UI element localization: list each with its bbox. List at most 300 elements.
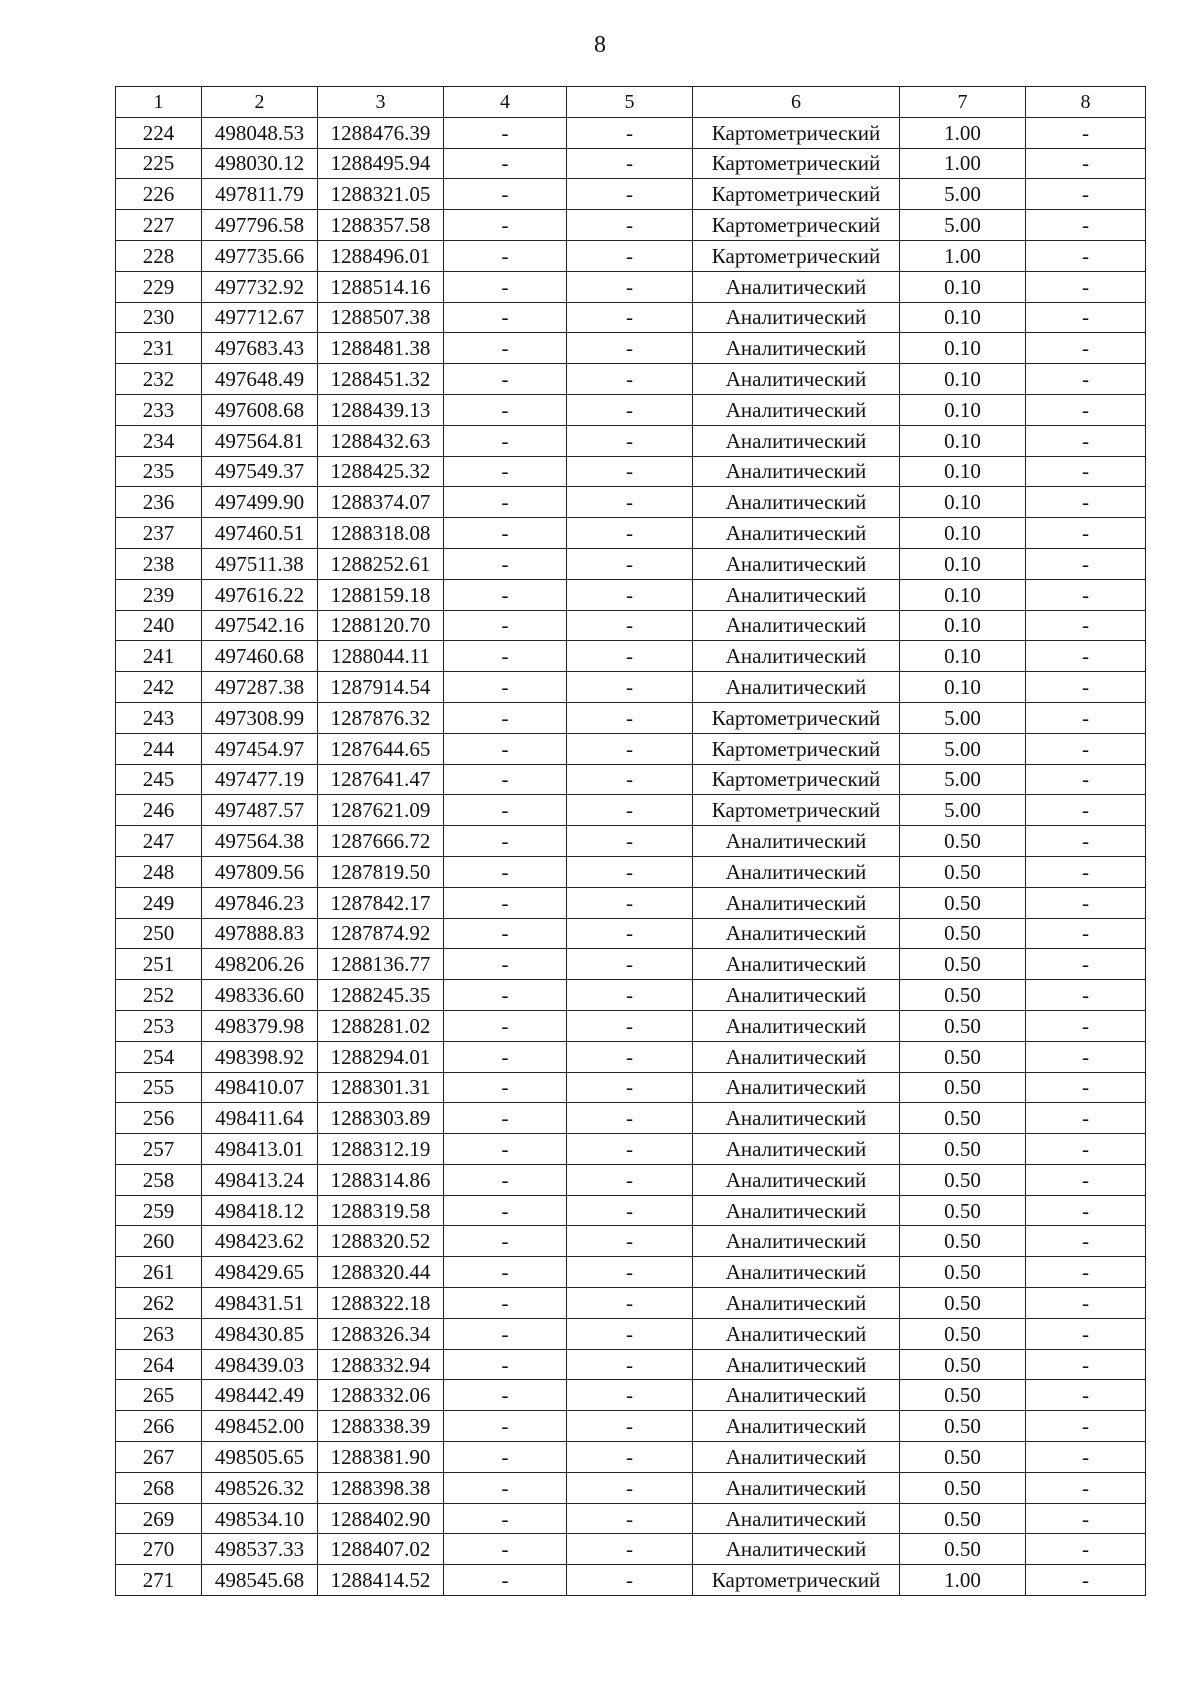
col-4-value-cell: - — [444, 579, 567, 610]
point-number-cell: 261 — [116, 1257, 202, 1288]
table-row — [116, 1442, 1146, 1473]
accuracy-cell: 0.50 — [900, 1134, 1026, 1165]
col-8-value-cell: - — [1026, 1349, 1146, 1380]
coord-y-cell: 1288120.70 — [318, 610, 444, 641]
col-4-value-cell: - — [444, 210, 567, 241]
col-5-value-cell: - — [567, 1164, 693, 1195]
col-4-value-cell: - — [444, 302, 567, 333]
coord-x-cell: 498206.26 — [202, 949, 318, 980]
table-row — [116, 456, 1146, 487]
method-cell: Картометрический — [693, 733, 900, 764]
coord-x-cell: 497811.79 — [202, 179, 318, 210]
coord-x-cell: 498336.60 — [202, 980, 318, 1011]
table-row — [116, 641, 1146, 672]
column-header-7: 7 — [900, 87, 1026, 118]
col-4-value-cell: - — [444, 826, 567, 857]
table-row — [116, 425, 1146, 456]
point-number-cell: 234 — [116, 425, 202, 456]
coord-y-cell: 1288332.06 — [318, 1380, 444, 1411]
col-4-value-cell: - — [444, 333, 567, 364]
col-4-value-cell: - — [444, 733, 567, 764]
col-5-value-cell: - — [567, 579, 693, 610]
coord-y-cell: 1288320.44 — [318, 1257, 444, 1288]
coord-x-cell: 498534.10 — [202, 1503, 318, 1534]
method-cell: Аналитический — [693, 1103, 900, 1134]
method-cell: Аналитический — [693, 425, 900, 456]
col-8-value-cell: - — [1026, 1257, 1146, 1288]
table-row — [116, 302, 1146, 333]
point-number-cell: 224 — [116, 117, 202, 148]
accuracy-cell: 0.10 — [900, 487, 1026, 518]
point-number-cell: 271 — [116, 1565, 202, 1596]
method-cell: Аналитический — [693, 548, 900, 579]
point-number-cell: 239 — [116, 579, 202, 610]
accuracy-cell: 0.50 — [900, 1503, 1026, 1534]
coord-y-cell: 1288332.94 — [318, 1349, 444, 1380]
table-row — [116, 1226, 1146, 1257]
coord-x-cell: 498537.33 — [202, 1534, 318, 1565]
table-row — [116, 949, 1146, 980]
col-4-value-cell: - — [444, 1164, 567, 1195]
table-row — [116, 148, 1146, 179]
table-row — [116, 179, 1146, 210]
col-5-value-cell: - — [567, 210, 693, 241]
coord-x-cell: 497287.38 — [202, 672, 318, 703]
coord-y-cell: 1288374.07 — [318, 487, 444, 518]
col-8-value-cell: - — [1026, 918, 1146, 949]
coord-x-cell: 498442.49 — [202, 1380, 318, 1411]
table-row — [116, 1041, 1146, 1072]
col-8-value-cell: - — [1026, 394, 1146, 425]
coord-y-cell: 1288481.38 — [318, 333, 444, 364]
method-cell: Картометрический — [693, 764, 900, 795]
col-5-value-cell: - — [567, 364, 693, 395]
point-number-cell: 258 — [116, 1164, 202, 1195]
point-number-cell: 244 — [116, 733, 202, 764]
col-8-value-cell: - — [1026, 1442, 1146, 1473]
col-8-value-cell: - — [1026, 1195, 1146, 1226]
col-5-value-cell: - — [567, 795, 693, 826]
point-number-cell: 237 — [116, 518, 202, 549]
col-8-value-cell: - — [1026, 1041, 1146, 1072]
coord-x-cell: 498398.92 — [202, 1041, 318, 1072]
coord-y-cell: 1288322.18 — [318, 1288, 444, 1319]
coord-x-cell: 498423.62 — [202, 1226, 318, 1257]
point-number-cell: 251 — [116, 949, 202, 980]
coord-y-cell: 1288451.32 — [318, 364, 444, 395]
method-cell: Аналитический — [693, 1257, 900, 1288]
col-5-value-cell: - — [567, 394, 693, 425]
col-8-value-cell: - — [1026, 1411, 1146, 1442]
col-4-value-cell: - — [444, 1442, 567, 1473]
table-body — [116, 117, 1146, 1595]
accuracy-cell: 0.50 — [900, 1041, 1026, 1072]
table-row — [116, 918, 1146, 949]
col-5-value-cell: - — [567, 641, 693, 672]
point-number-cell: 225 — [116, 148, 202, 179]
accuracy-cell: 5.00 — [900, 795, 1026, 826]
method-cell: Картометрический — [693, 179, 900, 210]
table-row — [116, 333, 1146, 364]
col-4-value-cell: - — [444, 1503, 567, 1534]
coord-y-cell: 1288407.02 — [318, 1534, 444, 1565]
method-cell: Аналитический — [693, 672, 900, 703]
col-8-value-cell: - — [1026, 1472, 1146, 1503]
accuracy-cell: 0.50 — [900, 949, 1026, 980]
col-4-value-cell: - — [444, 1226, 567, 1257]
table-row — [116, 1103, 1146, 1134]
table-row — [116, 1503, 1146, 1534]
method-cell: Аналитический — [693, 1164, 900, 1195]
col-4-value-cell: - — [444, 856, 567, 887]
coord-x-cell: 498429.65 — [202, 1257, 318, 1288]
point-number-cell: 245 — [116, 764, 202, 795]
table-row — [116, 1072, 1146, 1103]
coord-y-cell: 1288303.89 — [318, 1103, 444, 1134]
col-4-value-cell: - — [444, 764, 567, 795]
method-cell: Аналитический — [693, 1411, 900, 1442]
column-header-2: 2 — [202, 87, 318, 118]
method-cell: Аналитический — [693, 980, 900, 1011]
method-cell: Аналитический — [693, 641, 900, 672]
accuracy-cell: 0.50 — [900, 887, 1026, 918]
coord-y-cell: 1288326.34 — [318, 1318, 444, 1349]
col-8-value-cell: - — [1026, 333, 1146, 364]
accuracy-cell: 0.10 — [900, 579, 1026, 610]
table-row — [116, 210, 1146, 241]
point-number-cell: 253 — [116, 1010, 202, 1041]
col-8-value-cell: - — [1026, 271, 1146, 302]
coord-y-cell: 1287876.32 — [318, 702, 444, 733]
method-cell: Аналитический — [693, 887, 900, 918]
table-row — [116, 1472, 1146, 1503]
accuracy-cell: 0.10 — [900, 333, 1026, 364]
col-5-value-cell: - — [567, 1442, 693, 1473]
coord-y-cell: 1288425.32 — [318, 456, 444, 487]
table-row — [116, 1010, 1146, 1041]
coord-x-cell: 498030.12 — [202, 148, 318, 179]
point-number-cell: 270 — [116, 1534, 202, 1565]
table-row — [116, 1411, 1146, 1442]
coord-x-cell: 498413.24 — [202, 1164, 318, 1195]
col-8-value-cell: - — [1026, 487, 1146, 518]
accuracy-cell: 0.50 — [900, 1195, 1026, 1226]
col-4-value-cell: - — [444, 1010, 567, 1041]
col-5-value-cell: - — [567, 333, 693, 364]
col-8-value-cell: - — [1026, 980, 1146, 1011]
col-5-value-cell: - — [567, 856, 693, 887]
col-8-value-cell: - — [1026, 1534, 1146, 1565]
point-number-cell: 236 — [116, 487, 202, 518]
point-number-cell: 257 — [116, 1134, 202, 1165]
coord-y-cell: 1288245.35 — [318, 980, 444, 1011]
col-5-value-cell: - — [567, 1072, 693, 1103]
col-5-value-cell: - — [567, 148, 693, 179]
method-cell: Аналитический — [693, 1472, 900, 1503]
method-cell: Аналитический — [693, 302, 900, 333]
coord-x-cell: 497564.81 — [202, 425, 318, 456]
col-8-value-cell: - — [1026, 210, 1146, 241]
coord-y-cell: 1288357.58 — [318, 210, 444, 241]
method-cell: Аналитический — [693, 394, 900, 425]
coord-x-cell: 497564.38 — [202, 826, 318, 857]
coord-y-cell: 1288402.90 — [318, 1503, 444, 1534]
coord-y-cell: 1288476.39 — [318, 117, 444, 148]
method-cell: Аналитический — [693, 949, 900, 980]
col-8-value-cell: - — [1026, 1010, 1146, 1041]
coord-x-cell: 497683.43 — [202, 333, 318, 364]
accuracy-cell: 0.10 — [900, 548, 1026, 579]
col-4-value-cell: - — [444, 364, 567, 395]
method-cell: Аналитический — [693, 1503, 900, 1534]
table-row — [116, 518, 1146, 549]
col-5-value-cell: - — [567, 1288, 693, 1319]
col-4-value-cell: - — [444, 1288, 567, 1319]
point-number-cell: 246 — [116, 795, 202, 826]
table-row — [116, 764, 1146, 795]
point-number-cell: 255 — [116, 1072, 202, 1103]
page-number: 8 — [594, 32, 606, 58]
col-5-value-cell: - — [567, 1195, 693, 1226]
coord-y-cell: 1288507.38 — [318, 302, 444, 333]
table-row — [116, 1318, 1146, 1349]
accuracy-cell: 5.00 — [900, 733, 1026, 764]
col-4-value-cell: - — [444, 980, 567, 1011]
method-cell: Аналитический — [693, 579, 900, 610]
coord-x-cell: 498413.01 — [202, 1134, 318, 1165]
table-row — [116, 1257, 1146, 1288]
method-cell: Аналитический — [693, 610, 900, 641]
point-number-cell: 250 — [116, 918, 202, 949]
col-5-value-cell: - — [567, 1411, 693, 1442]
accuracy-cell: 0.10 — [900, 518, 1026, 549]
col-4-value-cell: - — [444, 456, 567, 487]
table-row — [116, 795, 1146, 826]
coord-y-cell: 1288314.86 — [318, 1164, 444, 1195]
table-row — [116, 394, 1146, 425]
coord-y-cell: 1288439.13 — [318, 394, 444, 425]
accuracy-cell: 0.50 — [900, 856, 1026, 887]
table-row — [116, 1195, 1146, 1226]
col-4-value-cell: - — [444, 179, 567, 210]
table-row — [116, 1164, 1146, 1195]
accuracy-cell: 0.50 — [900, 1164, 1026, 1195]
col-4-value-cell: - — [444, 1349, 567, 1380]
col-8-value-cell: - — [1026, 1134, 1146, 1165]
point-number-cell: 241 — [116, 641, 202, 672]
coord-x-cell: 498526.32 — [202, 1472, 318, 1503]
col-4-value-cell: - — [444, 394, 567, 425]
method-cell: Аналитический — [693, 1010, 900, 1041]
coord-x-cell: 497616.22 — [202, 579, 318, 610]
point-number-cell: 243 — [116, 702, 202, 733]
method-cell: Аналитический — [693, 333, 900, 364]
table-row — [116, 733, 1146, 764]
method-cell: Аналитический — [693, 487, 900, 518]
col-5-value-cell: - — [567, 548, 693, 579]
method-cell: Аналитический — [693, 1288, 900, 1319]
point-number-cell: 252 — [116, 980, 202, 1011]
accuracy-cell: 0.50 — [900, 1472, 1026, 1503]
point-number-cell: 266 — [116, 1411, 202, 1442]
method-cell: Картометрический — [693, 210, 900, 241]
col-8-value-cell: - — [1026, 1318, 1146, 1349]
coord-x-cell: 497608.68 — [202, 394, 318, 425]
coord-x-cell: 498431.51 — [202, 1288, 318, 1319]
col-5-value-cell: - — [567, 240, 693, 271]
col-5-value-cell: - — [567, 764, 693, 795]
accuracy-cell: 1.00 — [900, 240, 1026, 271]
accuracy-cell: 0.50 — [900, 1226, 1026, 1257]
column-header-1: 1 — [116, 87, 202, 118]
coord-y-cell: 1288495.94 — [318, 148, 444, 179]
col-5-value-cell: - — [567, 1134, 693, 1165]
point-number-cell: 240 — [116, 610, 202, 641]
coord-y-cell: 1288414.52 — [318, 1565, 444, 1596]
col-8-value-cell: - — [1026, 826, 1146, 857]
accuracy-cell: 0.50 — [900, 918, 1026, 949]
point-number-cell: 248 — [116, 856, 202, 887]
col-8-value-cell: - — [1026, 1565, 1146, 1596]
table-row — [116, 1565, 1146, 1596]
accuracy-cell: 0.10 — [900, 271, 1026, 302]
coord-x-cell: 497542.16 — [202, 610, 318, 641]
accuracy-cell: 0.10 — [900, 394, 1026, 425]
table-row — [116, 579, 1146, 610]
method-cell: Картометрический — [693, 702, 900, 733]
col-8-value-cell: - — [1026, 425, 1146, 456]
column-header-3: 3 — [318, 87, 444, 118]
col-5-value-cell: - — [567, 1534, 693, 1565]
table-row — [116, 702, 1146, 733]
coord-y-cell: 1287842.17 — [318, 887, 444, 918]
col-4-value-cell: - — [444, 271, 567, 302]
method-cell: Аналитический — [693, 1442, 900, 1473]
method-cell: Аналитический — [693, 826, 900, 857]
col-5-value-cell: - — [567, 733, 693, 764]
point-number-cell: 233 — [116, 394, 202, 425]
coord-y-cell: 1287874.92 — [318, 918, 444, 949]
coord-x-cell: 497648.49 — [202, 364, 318, 395]
point-number-cell: 256 — [116, 1103, 202, 1134]
col-8-value-cell: - — [1026, 1226, 1146, 1257]
col-4-value-cell: - — [444, 918, 567, 949]
accuracy-cell: 0.50 — [900, 1103, 1026, 1134]
method-cell: Аналитический — [693, 271, 900, 302]
col-5-value-cell: - — [567, 610, 693, 641]
col-5-value-cell: - — [567, 302, 693, 333]
coord-y-cell: 1288381.90 — [318, 1442, 444, 1473]
table-row — [116, 271, 1146, 302]
col-8-value-cell: - — [1026, 702, 1146, 733]
method-cell: Аналитический — [693, 1226, 900, 1257]
col-4-value-cell: - — [444, 1072, 567, 1103]
point-number-cell: 263 — [116, 1318, 202, 1349]
col-5-value-cell: - — [567, 1565, 693, 1596]
col-5-value-cell: - — [567, 1318, 693, 1349]
table-row — [116, 980, 1146, 1011]
coord-x-cell: 498418.12 — [202, 1195, 318, 1226]
method-cell: Аналитический — [693, 1349, 900, 1380]
coord-x-cell: 498379.98 — [202, 1010, 318, 1041]
method-cell: Аналитический — [693, 518, 900, 549]
accuracy-cell: 5.00 — [900, 179, 1026, 210]
col-8-value-cell: - — [1026, 733, 1146, 764]
coord-x-cell: 497308.99 — [202, 702, 318, 733]
coord-y-cell: 1288319.58 — [318, 1195, 444, 1226]
point-number-cell: 254 — [116, 1041, 202, 1072]
point-number-cell: 238 — [116, 548, 202, 579]
table-row — [116, 1349, 1146, 1380]
coord-x-cell: 498410.07 — [202, 1072, 318, 1103]
col-5-value-cell: - — [567, 1472, 693, 1503]
point-number-cell: 242 — [116, 672, 202, 703]
point-number-cell: 227 — [116, 210, 202, 241]
coordinates-table — [115, 86, 1146, 1596]
point-number-cell: 230 — [116, 302, 202, 333]
point-number-cell: 235 — [116, 456, 202, 487]
column-header-6: 6 — [693, 87, 900, 118]
table-row — [116, 610, 1146, 641]
col-5-value-cell: - — [567, 117, 693, 148]
table-row — [116, 887, 1146, 918]
col-4-value-cell: - — [444, 1134, 567, 1165]
coord-x-cell: 497499.90 — [202, 487, 318, 518]
col-8-value-cell: - — [1026, 1072, 1146, 1103]
coord-y-cell: 1288318.08 — [318, 518, 444, 549]
col-8-value-cell: - — [1026, 148, 1146, 179]
point-number-cell: 260 — [116, 1226, 202, 1257]
method-cell: Аналитический — [693, 456, 900, 487]
accuracy-cell: 0.50 — [900, 1349, 1026, 1380]
coord-y-cell: 1288432.63 — [318, 425, 444, 456]
method-cell: Картометрический — [693, 1565, 900, 1596]
coord-y-cell: 1288338.39 — [318, 1411, 444, 1442]
method-cell: Аналитический — [693, 1195, 900, 1226]
coord-y-cell: 1288496.01 — [318, 240, 444, 271]
method-cell: Аналитический — [693, 918, 900, 949]
coord-x-cell: 497796.58 — [202, 210, 318, 241]
col-8-value-cell: - — [1026, 1380, 1146, 1411]
col-5-value-cell: - — [567, 672, 693, 703]
col-5-value-cell: - — [567, 179, 693, 210]
method-cell: Аналитический — [693, 1134, 900, 1165]
col-5-value-cell: - — [567, 425, 693, 456]
col-5-value-cell: - — [567, 918, 693, 949]
point-number-cell: 229 — [116, 271, 202, 302]
col-8-value-cell: - — [1026, 179, 1146, 210]
col-4-value-cell: - — [444, 1565, 567, 1596]
accuracy-cell: 5.00 — [900, 702, 1026, 733]
coord-x-cell: 497888.83 — [202, 918, 318, 949]
col-4-value-cell: - — [444, 548, 567, 579]
point-number-cell: 265 — [116, 1380, 202, 1411]
table-row — [116, 1380, 1146, 1411]
coord-x-cell: 497712.67 — [202, 302, 318, 333]
col-8-value-cell: - — [1026, 548, 1146, 579]
accuracy-cell: 1.00 — [900, 1565, 1026, 1596]
col-4-value-cell: - — [444, 117, 567, 148]
col-5-value-cell: - — [567, 1503, 693, 1534]
col-8-value-cell: - — [1026, 1164, 1146, 1195]
coord-y-cell: 1288044.11 — [318, 641, 444, 672]
accuracy-cell: 0.10 — [900, 641, 1026, 672]
accuracy-cell: 0.10 — [900, 610, 1026, 641]
accuracy-cell: 5.00 — [900, 764, 1026, 795]
method-cell: Аналитический — [693, 1380, 900, 1411]
col-8-value-cell: - — [1026, 1503, 1146, 1534]
col-8-value-cell: - — [1026, 579, 1146, 610]
